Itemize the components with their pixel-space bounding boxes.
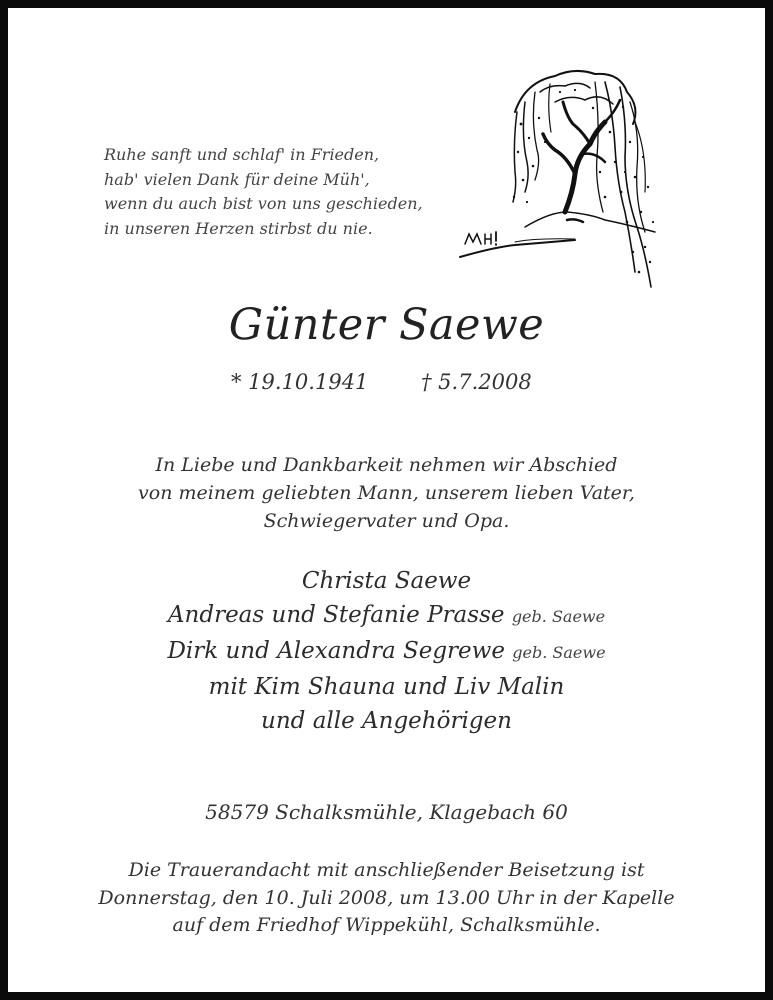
message-line: Schwiegervater und Opa. <box>263 510 510 532</box>
family-name: Andreas und Stefanie Prasse <box>167 602 505 628</box>
family-line <box>0 634 773 670</box>
poem-line: Ruhe sanft und schlaf' in Frieden, <box>104 145 380 164</box>
service-line: auf dem Friedhof Wippekühl, Schalksmühle. <box>172 914 601 936</box>
family-line <box>0 598 773 634</box>
poem-line: hab' vielen Dank für deine Müh', <box>104 169 370 189</box>
poem-line: wenn du auch bist von uns geschieden, <box>104 194 423 213</box>
birth-date: * 19.10.1941 <box>231 370 369 394</box>
poem <box>104 143 464 241</box>
poem-line: in unseren Herzen stirbst du nie. <box>104 218 373 238</box>
maiden-name-note: geb. Saewe <box>512 643 606 662</box>
family-list <box>0 564 773 738</box>
family-name: Christa Saewe <box>301 568 472 594</box>
service-line: Die Trauerandacht mit anschließender Beisetzung ist <box>128 859 645 881</box>
farewell-message <box>0 451 773 535</box>
maiden-name-note: geb. Saewe <box>511 607 606 626</box>
message-line: von meinem geliebten Mann, unserem lieben Vater, <box>138 482 635 504</box>
family-name: mit Kim Shauna und Liv Malin <box>208 674 565 700</box>
family-line <box>0 564 773 598</box>
family-address: 58579 Schalksmühle, Klagebach 60 <box>205 800 568 824</box>
message-line: In Liebe und Dankbarkeit nehmen wir Abschied <box>155 454 618 476</box>
service-details <box>0 857 773 940</box>
family-line <box>0 704 773 738</box>
deceased-name: Günter Saewe <box>228 300 545 350</box>
willow-tree-illustration <box>455 62 665 294</box>
family-name: Dirk und Alexandra Segrewe <box>167 638 505 664</box>
service-line: Donnerstag, den 10. Juli 2008, um 13.00 Uhr in der Kapelle <box>98 886 675 909</box>
family-line <box>0 670 773 704</box>
death-date: † 5.7.2008 <box>421 370 532 394</box>
family-name: und alle Angehörigen <box>261 708 512 734</box>
